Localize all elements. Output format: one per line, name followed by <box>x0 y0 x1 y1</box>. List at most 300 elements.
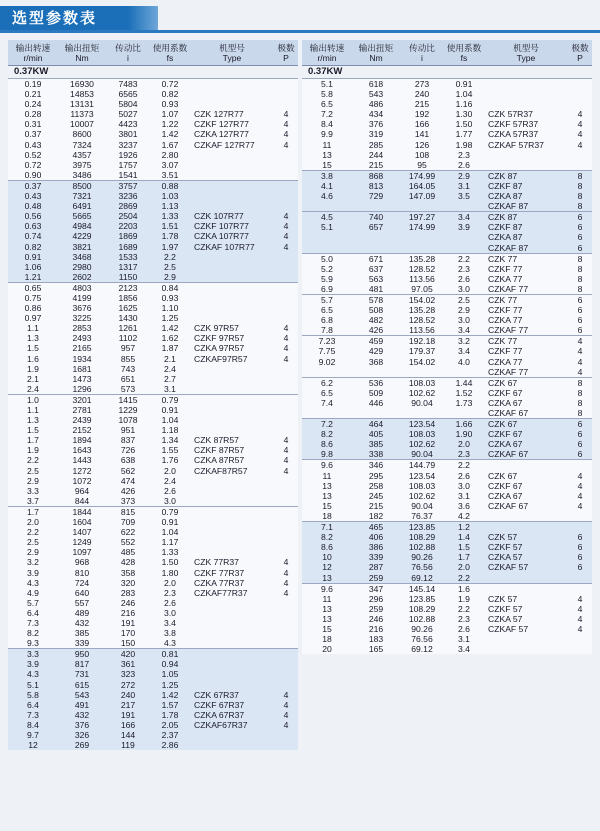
speed-cell: 0.43 <box>8 191 58 201</box>
speed-cell: 6.9 <box>302 284 352 295</box>
factor-cell: 0.94 <box>150 659 190 669</box>
model-cell: CZK 87 <box>484 212 568 223</box>
speed-cell: 7.3 <box>8 618 58 628</box>
torque-cell: 1681 <box>58 364 106 374</box>
model-cell: CZKA 107R77 <box>190 231 274 241</box>
speed-cell: 15 <box>302 624 352 634</box>
speed-cell: 12 <box>302 562 352 572</box>
ratio-cell: 2504 <box>106 211 150 221</box>
model-cell: CZKAF 107R77 <box>190 242 274 252</box>
torque-cell: 563 <box>352 274 400 284</box>
factor-cell: 3.07 <box>150 160 190 170</box>
model-cell: CZKF 67 <box>484 481 568 491</box>
table-row <box>8 405 298 415</box>
model-cell: CZKAF 77 <box>484 284 568 295</box>
ratio-cell: 154.02 <box>400 294 444 305</box>
poles-cell <box>274 79 298 90</box>
poles-cell <box>568 522 592 533</box>
torque-cell: 385 <box>58 628 106 638</box>
factor-cell: 1.42 <box>150 129 190 139</box>
poles-cell: 4 <box>568 346 592 356</box>
model-cell <box>190 618 274 628</box>
speed-cell: 4.9 <box>8 588 58 598</box>
table-row <box>8 720 298 730</box>
torque-cell: 426 <box>352 325 400 336</box>
poles-cell <box>568 634 592 644</box>
model-group <box>302 419 592 460</box>
table-row <box>8 180 298 191</box>
factor-cell: 0.93 <box>150 293 190 303</box>
ratio-cell: 240 <box>106 690 150 700</box>
ratio-cell: 108.03 <box>400 377 444 388</box>
speed-cell: 7.75 <box>302 346 352 356</box>
factor-cell: 3.0 <box>150 496 190 507</box>
ratio-cell: 6565 <box>106 89 150 99</box>
speed-cell: 5.1 <box>302 79 352 90</box>
poles-cell <box>274 628 298 638</box>
torque-cell: 1072 <box>58 476 106 486</box>
factor-cell: 0.93 <box>150 99 190 109</box>
model-cell: CZKF 77 <box>484 346 568 356</box>
table-row <box>302 140 592 150</box>
poles-cell <box>274 170 298 181</box>
model-cell <box>484 160 568 171</box>
ratio-cell: 1317 <box>106 262 150 272</box>
speed-cell: 7.3 <box>8 710 58 720</box>
speed-cell: 2.1 <box>8 374 58 384</box>
factor-cell: 2.6 <box>150 598 190 608</box>
speed-cell: 2.5 <box>8 466 58 476</box>
ratio-cell: 108.29 <box>400 532 444 542</box>
table-row <box>8 486 298 496</box>
speed-cell: 12 <box>8 740 58 750</box>
model-cell: CZKF 67R37 <box>190 700 274 710</box>
speed-cell: 2.9 <box>8 547 58 557</box>
table-row <box>302 243 592 254</box>
model-cell: CZKA 127R77 <box>190 129 274 139</box>
speed-cell: 11 <box>302 594 352 604</box>
poles-cell <box>568 89 592 99</box>
header-model <box>484 40 568 66</box>
torque-cell: 6491 <box>58 201 106 211</box>
factor-cell: 0.91 <box>150 405 190 415</box>
poles-cell: 4 <box>274 231 298 241</box>
poles-cell: 4 <box>274 140 298 150</box>
table-row <box>8 557 298 567</box>
speed-cell: 6.5 <box>302 305 352 315</box>
table-header <box>8 40 298 66</box>
poles-cell <box>274 415 298 425</box>
model-cell <box>484 644 568 654</box>
torque-cell: 640 <box>58 588 106 598</box>
header-speed-line: r/min <box>317 53 337 63</box>
header-speed-line: r/min <box>23 53 43 63</box>
poles-cell <box>274 608 298 618</box>
model-cell <box>190 730 274 740</box>
model-cell <box>190 517 274 527</box>
table-row <box>302 522 592 533</box>
factor-cell: 4.2 <box>444 511 484 522</box>
factor-cell: 1.16 <box>444 99 484 109</box>
torque-cell: 339 <box>352 552 400 562</box>
torque-cell: 215 <box>352 160 400 171</box>
model-cell: CZKAF 127R77 <box>190 140 274 150</box>
model-cell <box>484 460 568 471</box>
ratio-cell: 90.04 <box>400 398 444 408</box>
factor-cell: 3.6 <box>444 501 484 511</box>
torque-cell: 4229 <box>58 231 106 241</box>
model-cell <box>190 384 274 395</box>
speed-cell: 1.1 <box>8 405 58 415</box>
model-cell: CZKF 57 <box>484 542 568 552</box>
ratio-cell: 144.79 <box>400 460 444 471</box>
speed-cell: 0.86 <box>8 303 58 313</box>
table-row <box>8 313 298 323</box>
speed-cell: 0.72 <box>8 160 58 170</box>
ratio-cell: 174.99 <box>400 222 444 232</box>
torque-cell: 434 <box>352 109 400 119</box>
poles-cell: 6 <box>568 552 592 562</box>
empty-cell <box>400 367 444 378</box>
table-row <box>302 604 592 614</box>
model-cell <box>484 634 568 644</box>
factor-cell: 1.42 <box>150 690 190 700</box>
table-row <box>302 634 592 644</box>
speed-cell: 6.5 <box>302 99 352 109</box>
poles-cell: 8 <box>568 398 592 408</box>
poles-cell: 4 <box>274 710 298 720</box>
table-row <box>302 89 592 99</box>
model-cell <box>190 628 274 638</box>
ratio-cell: 2123 <box>106 282 150 293</box>
speed-cell: 18 <box>302 634 352 644</box>
torque-cell: 950 <box>58 649 106 660</box>
table-row <box>8 476 298 486</box>
ratio-cell: 145.14 <box>400 583 444 594</box>
factor-cell: 3.4 <box>444 212 484 223</box>
ratio-cell: 123.54 <box>400 471 444 481</box>
torque-cell: 3225 <box>58 313 106 323</box>
header-torque <box>352 40 400 66</box>
factor-cell: 2.0 <box>444 439 484 449</box>
poles-cell <box>274 150 298 160</box>
speed-cell: 0.28 <box>8 109 58 119</box>
factor-cell: 1.4 <box>444 532 484 542</box>
factor-cell: 1.34 <box>150 435 190 445</box>
factor-cell: 3.4 <box>444 644 484 654</box>
table-row <box>8 262 298 272</box>
empty-cell <box>400 201 444 212</box>
speed-cell: 2.0 <box>8 517 58 527</box>
table-row <box>8 455 298 465</box>
model-cell: CZKA 77 <box>484 274 568 284</box>
model-cell: CZKA 87 <box>484 232 568 242</box>
torque-cell: 2493 <box>58 333 106 343</box>
factor-cell: 1.90 <box>444 429 484 439</box>
model-cell: CZKF 67 <box>484 429 568 439</box>
model-cell <box>190 79 274 90</box>
ratio-cell: 1533 <box>106 252 150 262</box>
page-title: 选型参数表 <box>0 6 128 30</box>
ratio-cell: 373 <box>106 496 150 507</box>
table-row <box>302 367 592 378</box>
table-row <box>302 191 592 201</box>
ratio-cell: 90.26 <box>400 624 444 634</box>
poles-cell: 8 <box>568 274 592 284</box>
model-cell <box>190 537 274 547</box>
torque-cell: 4984 <box>58 221 106 231</box>
torque-cell: 405 <box>352 429 400 439</box>
header-speed <box>8 40 58 66</box>
ratio-cell: 164.05 <box>400 181 444 191</box>
ratio-cell: 102.62 <box>400 439 444 449</box>
torque-cell: 368 <box>352 357 400 367</box>
speed-cell: 10 <box>302 552 352 562</box>
torque-cell: 296 <box>352 594 400 604</box>
table-row <box>8 730 298 740</box>
poles-cell: 4 <box>568 357 592 367</box>
ratio-cell: 474 <box>106 476 150 486</box>
torque-cell: 464 <box>352 419 400 430</box>
table-row <box>8 119 298 129</box>
speed-cell: 0.82 <box>8 242 58 252</box>
header-torque <box>58 40 106 66</box>
table-row <box>8 191 298 201</box>
model-cell: CZKF 87R57 <box>190 445 274 455</box>
poles-cell <box>274 201 298 211</box>
ratio-cell: 108 <box>400 150 444 160</box>
ratio-cell: 135.28 <box>400 253 444 264</box>
factor-cell: 0.72 <box>150 79 190 90</box>
model-cell <box>190 486 274 496</box>
ratio-cell: 573 <box>106 384 150 395</box>
factor-cell: 1.66 <box>444 419 484 430</box>
factor-cell: 2.6 <box>444 274 484 284</box>
poles-cell: 4 <box>568 367 592 378</box>
torque-cell: 14853 <box>58 89 106 99</box>
poles-cell: 4 <box>274 445 298 455</box>
table-row <box>302 408 592 419</box>
torque-cell: 326 <box>58 730 106 740</box>
poles-cell: 4 <box>274 466 298 476</box>
speed-cell: 1.5 <box>8 425 58 435</box>
poles-cell: 6 <box>568 222 592 232</box>
model-cell: CZKF 67 <box>484 388 568 398</box>
table-row <box>8 690 298 700</box>
model-cell <box>190 282 274 293</box>
speed-cell: 6.8 <box>302 315 352 325</box>
ratio-cell: 1229 <box>106 405 150 415</box>
poles-cell: 4 <box>274 119 298 129</box>
empty-cell <box>302 243 352 254</box>
ratio-cell: 957 <box>106 343 150 353</box>
speed-cell: 1.21 <box>8 272 58 283</box>
table-row <box>302 614 592 624</box>
ratio-cell: 1261 <box>106 323 150 333</box>
table-row <box>302 170 592 181</box>
factor-cell: 1.25 <box>150 680 190 690</box>
ratio-cell: 192 <box>400 109 444 119</box>
model-cell <box>190 476 274 486</box>
table-row <box>8 252 298 262</box>
model-cell <box>190 425 274 435</box>
header-poles-line: P <box>283 53 289 63</box>
speed-cell: 8.4 <box>302 119 352 129</box>
factor-cell: 3.0 <box>444 315 484 325</box>
table-row <box>8 628 298 638</box>
torque-cell: 844 <box>58 496 106 507</box>
table-row <box>302 594 592 604</box>
factor-cell: 2.6 <box>444 160 484 171</box>
table-row <box>8 293 298 303</box>
torque-cell: 4803 <box>58 282 106 293</box>
speed-cell: 7.8 <box>302 325 352 336</box>
poles-cell: 6 <box>568 325 592 336</box>
model-cell: CZK 107R77 <box>190 211 274 221</box>
poles-cell: 6 <box>568 532 592 542</box>
poles-cell: 6 <box>568 243 592 254</box>
ratio-cell: 166 <box>106 720 150 730</box>
header-ratio-line: 传动比 <box>115 43 141 53</box>
empty-cell <box>400 243 444 254</box>
ratio-cell: 144 <box>106 730 150 740</box>
header-torque-line: 输出扭矩 <box>358 43 394 53</box>
table-row <box>8 598 298 608</box>
ratio-cell: 108.03 <box>400 481 444 491</box>
model-cell: CZK 77 <box>484 253 568 264</box>
ratio-cell: 128.52 <box>400 315 444 325</box>
torque-cell: 810 <box>58 568 106 578</box>
ratio-cell: 123.54 <box>400 419 444 430</box>
poles-cell <box>274 649 298 660</box>
poles-cell <box>274 618 298 628</box>
torque-cell: 3486 <box>58 170 106 181</box>
torque-cell: 5665 <box>58 211 106 221</box>
poles-cell: 4 <box>568 129 592 139</box>
ratio-cell: 90.26 <box>400 552 444 562</box>
factor-cell: 0.91 <box>150 517 190 527</box>
speed-cell: 13 <box>302 150 352 160</box>
ratio-cell: 837 <box>106 435 150 445</box>
ratio-cell: 7483 <box>106 79 150 90</box>
header-poles <box>568 40 592 66</box>
speed-cell: 20 <box>302 644 352 654</box>
speed-cell: 5.9 <box>302 274 352 284</box>
speed-cell: 9.6 <box>302 583 352 594</box>
speed-cell: 15 <box>302 501 352 511</box>
factor-cell: 3.0 <box>444 284 484 295</box>
model-group <box>8 394 298 506</box>
torque-cell: 285 <box>352 140 400 150</box>
factor-cell: 2.37 <box>150 730 190 740</box>
factor-cell: 2.80 <box>150 150 190 160</box>
table-row <box>8 231 298 241</box>
poles-cell <box>274 313 298 323</box>
torque-cell: 1934 <box>58 354 106 364</box>
torque-cell: 968 <box>58 557 106 567</box>
selection-table-right <box>302 40 592 654</box>
model-cell <box>484 99 568 109</box>
model-cell <box>190 669 274 679</box>
poles-cell: 4 <box>274 109 298 119</box>
factor-cell: 1.33 <box>150 547 190 557</box>
ratio-cell: 113.56 <box>400 274 444 284</box>
torque-cell: 4199 <box>58 293 106 303</box>
torque-cell: 386 <box>352 542 400 552</box>
poles-cell: 4 <box>274 720 298 730</box>
speed-cell: 8.6 <box>302 542 352 552</box>
selection-table-left <box>8 40 298 750</box>
speed-cell: 8.2 <box>8 628 58 638</box>
speed-cell: 9.6 <box>302 460 352 471</box>
torque-cell: 259 <box>352 573 400 584</box>
table-row <box>8 374 298 384</box>
empty-cell <box>302 367 352 378</box>
header-ratio-line: i <box>421 53 423 63</box>
empty-cell <box>352 367 400 378</box>
poles-cell <box>274 180 298 191</box>
speed-cell: 11 <box>302 471 352 481</box>
table-row <box>302 201 592 212</box>
factor-cell: 0.79 <box>150 394 190 405</box>
factor-cell: 1.97 <box>150 242 190 252</box>
ratio-cell: 216 <box>106 608 150 618</box>
model-group <box>302 377 592 418</box>
torque-cell: 11373 <box>58 109 106 119</box>
table-row <box>302 129 592 139</box>
header-model-line: Type <box>222 53 242 63</box>
table-row <box>8 79 298 90</box>
torque-cell: 509 <box>352 388 400 398</box>
factor-cell: 3.4 <box>444 325 484 336</box>
table-row <box>302 325 592 336</box>
factor-cell: 0.82 <box>150 89 190 99</box>
model-cell <box>190 160 274 170</box>
factor-cell: 2.7 <box>150 374 190 384</box>
poles-cell: 4 <box>568 471 592 481</box>
speed-cell: 9.3 <box>8 638 58 649</box>
empty-cell <box>302 408 352 419</box>
ratio-cell: 240 <box>400 89 444 99</box>
poles-cell <box>274 405 298 415</box>
model-cell: CZKAF 87 <box>484 243 568 254</box>
model-cell: CZK 57 <box>484 594 568 604</box>
ratio-cell: 90.04 <box>400 501 444 511</box>
ratio-cell: 1078 <box>106 415 150 425</box>
ratio-cell: 147.09 <box>400 191 444 201</box>
table-row <box>8 364 298 374</box>
poles-cell <box>568 583 592 594</box>
torque-cell: 215 <box>352 501 400 511</box>
header-poles <box>274 40 298 66</box>
torque-cell: 338 <box>352 449 400 460</box>
torque-cell: 508 <box>352 305 400 315</box>
torque-cell: 1097 <box>58 547 106 557</box>
torque-cell: 465 <box>352 522 400 533</box>
poles-cell <box>274 160 298 170</box>
speed-cell: 18 <box>302 511 352 522</box>
header-factor-line: fs <box>460 53 468 63</box>
poles-cell <box>274 740 298 750</box>
factor-cell: 4.3 <box>150 638 190 649</box>
power-row <box>302 66 592 79</box>
speed-cell: 5.1 <box>302 222 352 232</box>
model-group <box>8 180 298 282</box>
model-cell <box>190 415 274 425</box>
header-model-line: 机型号 <box>219 43 245 53</box>
ratio-cell: 102.88 <box>400 614 444 624</box>
table-row <box>8 89 298 99</box>
